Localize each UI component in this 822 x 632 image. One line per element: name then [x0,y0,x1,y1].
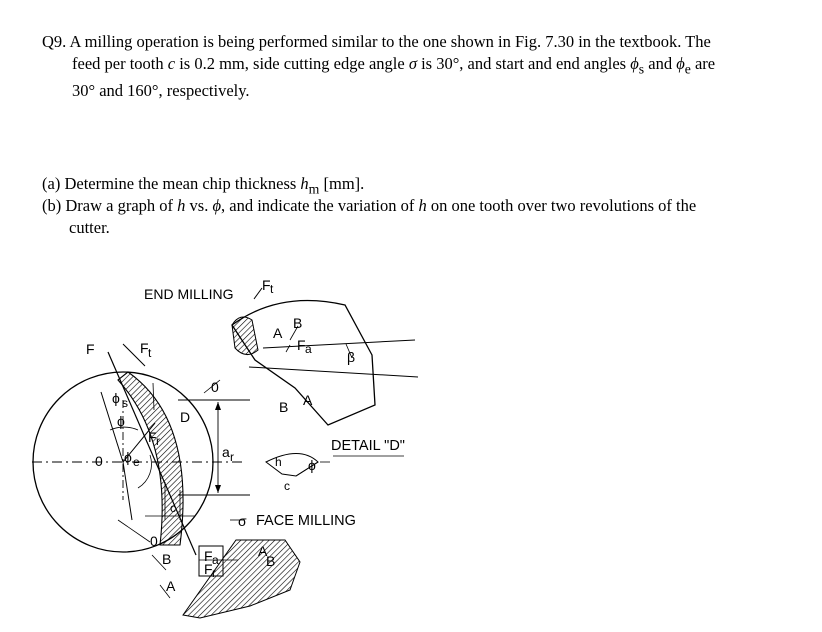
svg-text:A: A [303,392,313,408]
question-text: Q9. A milling operation is being performed similar to the one shown in Fig. 7.30 in the textbook. The feed per tooth c is 0.2 mm, side cutting edge angle σ is 30°, and start and end angles $\phi_s$ and $\phi_e$ are 30° and 160°, respectively. [42,32,716,101]
svg-text:B: B [293,315,303,331]
label-d: D [180,409,191,425]
svg-text:F: F [86,341,95,357]
face-milling-workpiece [183,540,300,618]
svg-text:r: r [230,450,234,464]
end-milling-label: END MILLING [144,286,234,302]
svg-text:0: 0 [211,379,219,395]
svg-text:ϕ: ϕ [112,390,120,406]
svg-text:0: 0 [95,453,103,469]
svg-text:F: F [204,548,213,564]
svg-text:A: A [258,543,268,559]
svg-text:ϕ: ϕ [117,413,125,429]
svg-text:F: F [140,340,149,356]
svg-text:ϕ: ϕ [124,449,132,465]
milling-figure [0,270,822,632]
question-number: Q9. [42,32,67,51]
svg-text:t: t [270,282,274,296]
svg-text:F: F [204,561,213,577]
svg-text:B: B [266,553,276,569]
svg-text:t: t [148,346,152,360]
svg-text:c: c [170,501,176,515]
svg-text:σ: σ [238,513,247,529]
svg-text:e: e [133,455,140,469]
svg-text:F: F [148,429,157,445]
svg-text:B: B [279,399,289,415]
svg-text:h: h [275,455,282,469]
detail-d-label: DETAIL "D" [331,438,405,454]
svg-text:F: F [262,277,271,293]
svg-text:a: a [222,444,230,460]
face-milling-label: FACE MILLING [256,513,356,529]
svg-text:β: β [347,349,356,365]
svg-text:F: F [297,337,306,353]
svg-text:r: r [156,434,160,448]
svg-text:0: 0 [150,533,158,549]
svg-text:s: s [122,396,128,410]
label-b-lower: B [162,551,172,567]
svg-text:a: a [212,553,219,567]
svg-text:A: A [166,578,176,594]
svg-text:a: a [305,342,312,356]
svg-text:A: A [273,325,283,341]
svg-text:c: c [284,479,290,493]
part-a: (a) Determine the mean chip thickness $h_m$ [mm]. [42,174,365,197]
svg-text:ϕ: ϕ [308,457,316,473]
part-b: (b) Draw a graph of h vs. ϕ, and indicate the variation of h on one tooth over two revolutions of the cutter. [42,196,697,237]
